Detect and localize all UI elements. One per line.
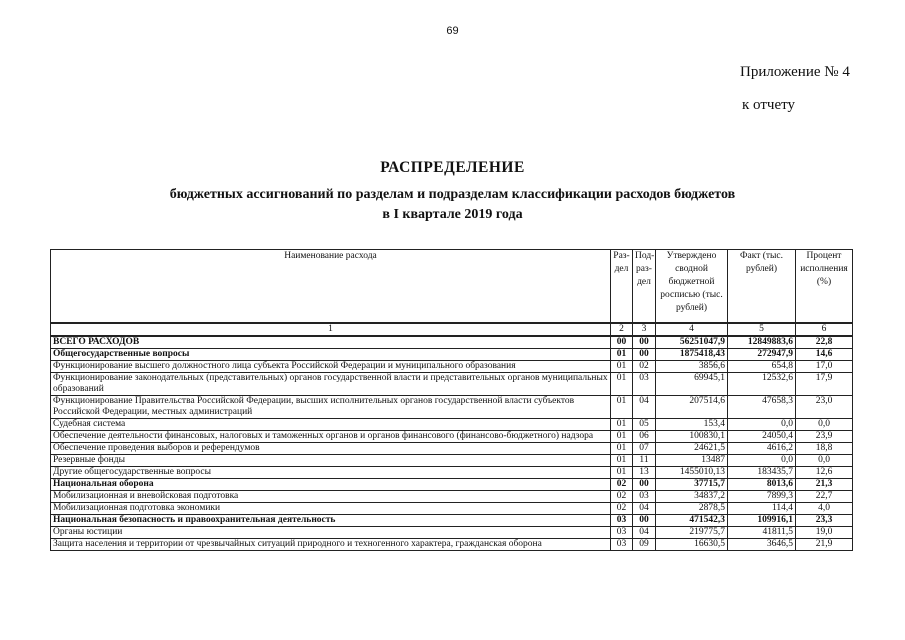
cell-section: 02 [611,503,633,515]
cell-section: 01 [611,455,633,467]
cell-fact: 3646,5 [728,539,796,551]
document-title: РАСПРЕДЕЛЕНИЕ [380,159,525,176]
column-number: 1 [51,323,611,336]
cell-name: Национальная безопасность и правоохранительная деятельность [51,515,611,527]
cell-fact: 7899,3 [728,491,796,503]
cell-percent: 19,0 [796,527,853,539]
cell-approved: 1455010,13 [656,467,728,479]
header-percent: Процент исполнения (%) [796,250,853,324]
cell-section: 03 [611,527,633,539]
cell-approved: 69945,1 [656,373,728,396]
cell-section: 03 [611,539,633,551]
cell-approved: 1875418,43 [656,349,728,361]
cell-name: Резервные фонды [51,455,611,467]
table-row [51,396,853,419]
cell-section: 01 [611,361,633,373]
cell-name: Органы юстиции [51,527,611,539]
cell-section: 01 [611,396,633,419]
cell-fact: 24050,4 [728,431,796,443]
cell-section: 01 [611,443,633,455]
cell-subsection: 05 [633,419,656,431]
cell-name: Функционирование Правительства Российской Федерации, высших исполнительных органов государственной власти субъектов Российской Федерации, местных администраций [51,396,611,419]
table-row [51,431,853,443]
cell-percent: 21,3 [796,479,853,491]
cell-section: 03 [611,515,633,527]
cell-subsection: 06 [633,431,656,443]
cell-fact: 41811,5 [728,527,796,539]
cell-percent: 22,8 [796,336,853,349]
cell-name: Обеспечение проведения выборов и референдумов [51,443,611,455]
cell-subsection: 02 [633,361,656,373]
table-row [51,455,853,467]
cell-fact: 0,0 [728,419,796,431]
table-row [51,336,853,349]
cell-percent: 4,0 [796,503,853,515]
cell-section: 02 [611,491,633,503]
cell-subsection: 11 [633,455,656,467]
cell-subsection: 00 [633,515,656,527]
cell-fact: 272947,9 [728,349,796,361]
table-row [51,527,853,539]
budget-table [50,249,853,551]
header-subsection: Под-раз-дел [633,250,656,324]
cell-subsection: 03 [633,373,656,396]
cell-subsection: 13 [633,467,656,479]
header-approved: Утверждено сводной бюджетной росписью (тыс. рублей) [656,250,728,324]
column-number: 6 [796,323,853,336]
cell-section: 01 [611,419,633,431]
cell-percent: 12,6 [796,467,853,479]
table-row [51,491,853,503]
header-name: Наименование расхода [51,250,611,324]
cell-approved: 207514,6 [656,396,728,419]
cell-fact: 12532,6 [728,373,796,396]
table-header-row [51,250,853,324]
cell-percent: 0,0 [796,419,853,431]
cell-approved: 24621,5 [656,443,728,455]
cell-fact: 114,4 [728,503,796,515]
cell-fact: 8013,6 [728,479,796,491]
cell-percent: 21,9 [796,539,853,551]
table-row [51,479,853,491]
table-row [51,419,853,431]
cell-percent: 14,6 [796,349,853,361]
column-number: 2 [611,323,633,336]
cell-subsection: 00 [633,349,656,361]
cell-approved: 34837,2 [656,491,728,503]
cell-subsection: 03 [633,491,656,503]
cell-section: 01 [611,373,633,396]
table-row [51,373,853,396]
page-number: 69 [446,25,459,37]
cell-approved: 16630,5 [656,539,728,551]
cell-name: Мобилизационная подготовка экономики [51,503,611,515]
to-report-label: к отчету [742,97,795,113]
cell-fact: 47658,3 [728,396,796,419]
column-number: 4 [656,323,728,336]
table-row [51,539,853,551]
table-row [51,361,853,373]
cell-subsection: 04 [633,396,656,419]
cell-subsection: 04 [633,527,656,539]
subtitle-line-2: в I квартале 2019 года [382,207,523,222]
cell-subsection: 09 [633,539,656,551]
cell-fact: 109916,1 [728,515,796,527]
cell-name: Функционирование законодательных (представительных) органов государственной власти и представительных органов муниципальных образований [51,373,611,396]
cell-subsection: 04 [633,503,656,515]
cell-name: Функционирование высшего должностного лица субъекта Российской Федерации и муниципального образования [51,361,611,373]
cell-approved: 13487 [656,455,728,467]
table-row [51,443,853,455]
cell-approved: 153,4 [656,419,728,431]
cell-percent: 0,0 [796,455,853,467]
cell-name: Другие общегосударственные вопросы [51,467,611,479]
cell-name: Мобилизационная и вневойсковая подготовка [51,491,611,503]
cell-percent: 17,0 [796,361,853,373]
cell-name: Общегосударственные вопросы [51,349,611,361]
document-subtitle [0,185,905,225]
header-section: Раз-дел [611,250,633,324]
subtitle-line-1: бюджетных ассигнований по разделам и подразделам классификации расходов бюджетов [169,187,736,202]
cell-approved: 56251047,9 [656,336,728,349]
cell-percent: 23,9 [796,431,853,443]
cell-percent: 22,7 [796,491,853,503]
cell-name: Национальная оборона [51,479,611,491]
cell-subsection: 00 [633,336,656,349]
column-number-row [51,323,853,336]
cell-fact: 4616,2 [728,443,796,455]
cell-section: 02 [611,479,633,491]
cell-fact: 0,0 [728,455,796,467]
cell-name: Судебная система [51,419,611,431]
cell-section: 01 [611,431,633,443]
column-number: 3 [633,323,656,336]
table-row [51,515,853,527]
table-row [51,349,853,361]
cell-approved: 37715,7 [656,479,728,491]
cell-name: Обеспечение деятельности финансовых, налоговых и таможенных органов и органов финансового (финансово-бюджетного) надзора [51,431,611,443]
appendix-label: Приложение № 4 [740,64,850,80]
cell-percent: 17,9 [796,373,853,396]
cell-approved: 3856,6 [656,361,728,373]
cell-fact: 654,8 [728,361,796,373]
cell-section: 00 [611,336,633,349]
cell-approved: 471542,3 [656,515,728,527]
header-fact: Факт (тыс. рублей) [728,250,796,324]
cell-fact: 183435,7 [728,467,796,479]
budget-table-body [51,336,853,551]
cell-approved: 100830,1 [656,431,728,443]
table-row [51,503,853,515]
cell-approved: 2878,5 [656,503,728,515]
cell-percent: 23,3 [796,515,853,527]
cell-approved: 219775,7 [656,527,728,539]
cell-name: Защита населения и территории от чрезвычайных ситуаций природного и техногенного характера, гражданская оборона [51,539,611,551]
table-row [51,467,853,479]
cell-subsection: 00 [633,479,656,491]
cell-section: 01 [611,349,633,361]
cell-subsection: 07 [633,443,656,455]
cell-percent: 18,8 [796,443,853,455]
cell-name: ВСЕГО РАСХОДОВ [51,336,611,349]
cell-section: 01 [611,467,633,479]
cell-percent: 23,0 [796,396,853,419]
cell-fact: 12849883,6 [728,336,796,349]
column-number: 5 [728,323,796,336]
